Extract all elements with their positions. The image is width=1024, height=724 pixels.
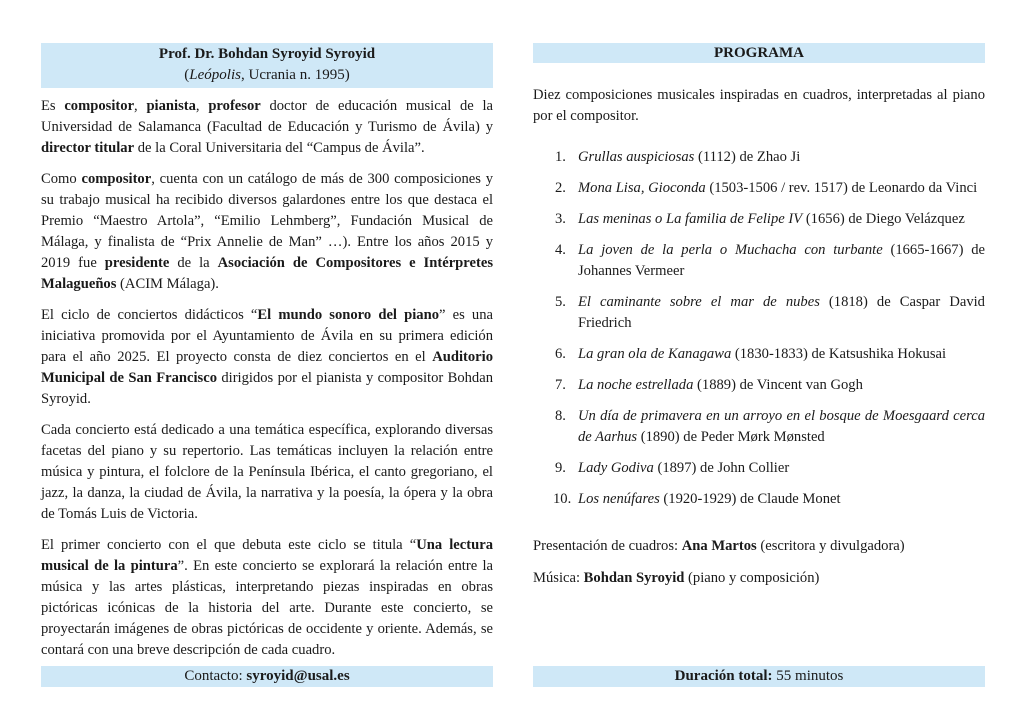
duration-value: 55 minutos	[772, 668, 844, 684]
contact-label: Contacto:	[184, 668, 247, 684]
bio-paragraph-2: Como compositor, cuenta con un catálogo de más de 300 composiciones y su trabajo musical ha recibido diversos galardones entre los que destaca el Premio “Maestro Artola”, “Emilio Lehmberg”, Fundación Musical de Málaga, y finalista de “Prix Annelie de Man” …). Entre los años 2015 y 2019 fue presidente de la Asociación de Compositores e Intérpretes Malagueños (ACIM Málaga).	[41, 171, 493, 292]
credits	[533, 536, 985, 589]
works-list	[533, 147, 985, 510]
bio-header	[41, 43, 493, 88]
list-item: 9. Lady Godiva (1897) de John Collier	[555, 460, 790, 476]
bio-paragraph-1: Es compositor, pianista, profesor doctor de educación musical de la Universidad de Salamanca (Facultad de Educación y Turismo de Ávila) y director titular de la Coral Universitaria del “Campus de Ávila”.	[41, 98, 494, 156]
duration-footer	[533, 666, 985, 687]
themes-paragraph: Cada concierto está dedicado a una temática específica, explorando diversas facetas del piano y su repertorio. Las temáticas incluyen la relación entre música y pintura, el folclore de la Península Ibérica, el canto gregoriano, el jazz, la danza, la ciudad de Ávila, la narrativa y la poesía, la ópera y la obra de Tomás Luis de Victoria.	[41, 422, 493, 522]
list-item: 8. Un día de primavera en un arroyo en el bosque de Moesgaard cerca de Aarhus (1890) de Peder Mørk Mønsted	[555, 408, 985, 445]
list-item: 1. Grullas auspiciosas (1112) de Zhao Ji	[555, 149, 801, 165]
birth-place: Leópolis	[189, 67, 241, 83]
list-item: 3. Las meninas o La familia de Felipe IV (1656) de Diego Velázquez	[555, 211, 965, 227]
presentation-credit: Presentación de cuadros: Ana Martos (escritora y divulgadora)	[533, 538, 905, 554]
contact-footer	[41, 666, 493, 687]
program-title: PROGRAMA	[533, 43, 985, 63]
cycle-paragraph: El ciclo de conciertos didácticos “El mundo sonoro del piano” es una iniciativa promovida por el Ayuntamiento de Ávila en su primera edición para el año 2025. El proyecto consta de diez conciertos en el Auditorio Municipal de San Francisco dirigidos por el pianista y compositor Bohdan Syroyid.	[41, 307, 494, 407]
first-concert-paragraph: El primer concierto con el que debuta este ciclo se titula “Una lectura musical de la pintura”. En este concierto se explorará la relación entre la música y las artes plásticas, interpretando piezas inspiradas en obras pictóricas icónicas de la historia del arte. Durante este concierto, se proyectarán imágenes de obras pictóricas de occidente y oriente. Además, se contará con una breve descripción de cada cuadro.	[41, 537, 493, 658]
list-item: 5. El caminante sobre el mar de nubes (1818) de Caspar David Friedrich	[555, 294, 985, 331]
author-name: Prof. Dr. Bohdan Syroyid Syroyid	[158, 46, 376, 62]
list-item: 6. La gran ola de Kanagawa (1830-1833) de Katsushika Hokusai	[555, 346, 947, 362]
duration-label: Duración total:	[674, 668, 773, 684]
right-column	[533, 43, 985, 600]
music-credit: Música: Bohdan Syroyid (piano y composición)	[533, 570, 820, 586]
list-item: 7. La noche estrellada (1889) de Vincent van Gogh	[555, 377, 863, 393]
contact-email: syroyid@usal.es	[246, 668, 350, 684]
list-item: 10. Los nenúfares (1920-1929) de Claude Monet	[553, 491, 841, 507]
list-item: 4. La joven de la perla o Muchacha con turbante (1665-1667) de Johannes Vermeer	[555, 242, 985, 279]
birth-details: , Ucrania n. 1995)	[240, 67, 350, 83]
program-intro: Diez composiciones musicales inspiradas en cuadros, interpretadas al piano por el compositor.	[533, 87, 985, 124]
list-item: 2. Mona Lisa, Gioconda (1503-1506 / rev. 1517) de Leonardo da Vinci	[555, 180, 978, 196]
left-column	[41, 43, 493, 671]
author-origin: (Leópolis, Ucrania n. 1995)	[184, 67, 350, 83]
